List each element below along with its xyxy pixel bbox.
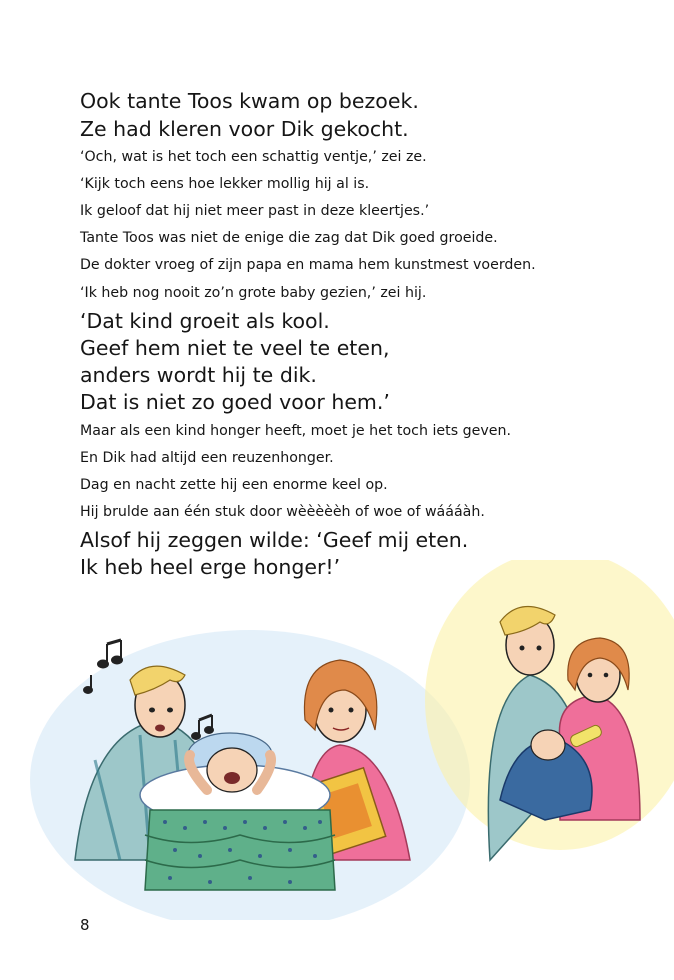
text-line: Hij brulde aan één stuk door wèèèèèh of woe of wáááàh. [80, 504, 485, 520]
text-line: Dag en nacht zette hij een enorme keel op. [80, 477, 388, 493]
text-line: De dokter vroeg of zijn papa en mama hem kunstmest voerden. [80, 257, 536, 273]
text-line: Ik geloof dat hij niet meer past in deze kleertjes.’ [80, 203, 430, 219]
text-line: ‘Ik heb nog nooit zo’n grote baby gezien,’ zei hij. [80, 285, 427, 301]
text-line: anders wordt hij te dik. [80, 363, 317, 387]
text-line: Maar als een kind honger heeft, moet je het toch iets geven. [80, 423, 511, 439]
text-line: En Dik had altijd een reuzenhonger. [80, 450, 334, 466]
text-line: Ze had kleren voor Dik gekocht. [80, 117, 409, 141]
text-line: Ik heb heel erge honger!’ [80, 555, 341, 579]
illustration [0, 560, 674, 920]
text-line: Tante Toos was niet de enige die zag dat Dik goed groeide. [80, 230, 498, 246]
text-line: Ook tante Toos kwam op bezoek. [80, 89, 419, 113]
text-line: Geef hem niet te veel te eten, [80, 336, 390, 360]
text-line: ‘Dat kind groeit als kool. [80, 309, 330, 333]
page-number: 8 [80, 916, 90, 934]
text-line: ‘Kijk toch eens hoe lekker mollig hij al is. [80, 176, 370, 192]
text-line: Dat is niet zo goed voor hem.’ [80, 390, 390, 414]
text-line: ‘Och, wat is het toch een schattig ventje,’ zei ze. [80, 149, 427, 165]
text-line: Alsof hij zeggen wilde: ‘Geef mij eten. [80, 528, 469, 552]
